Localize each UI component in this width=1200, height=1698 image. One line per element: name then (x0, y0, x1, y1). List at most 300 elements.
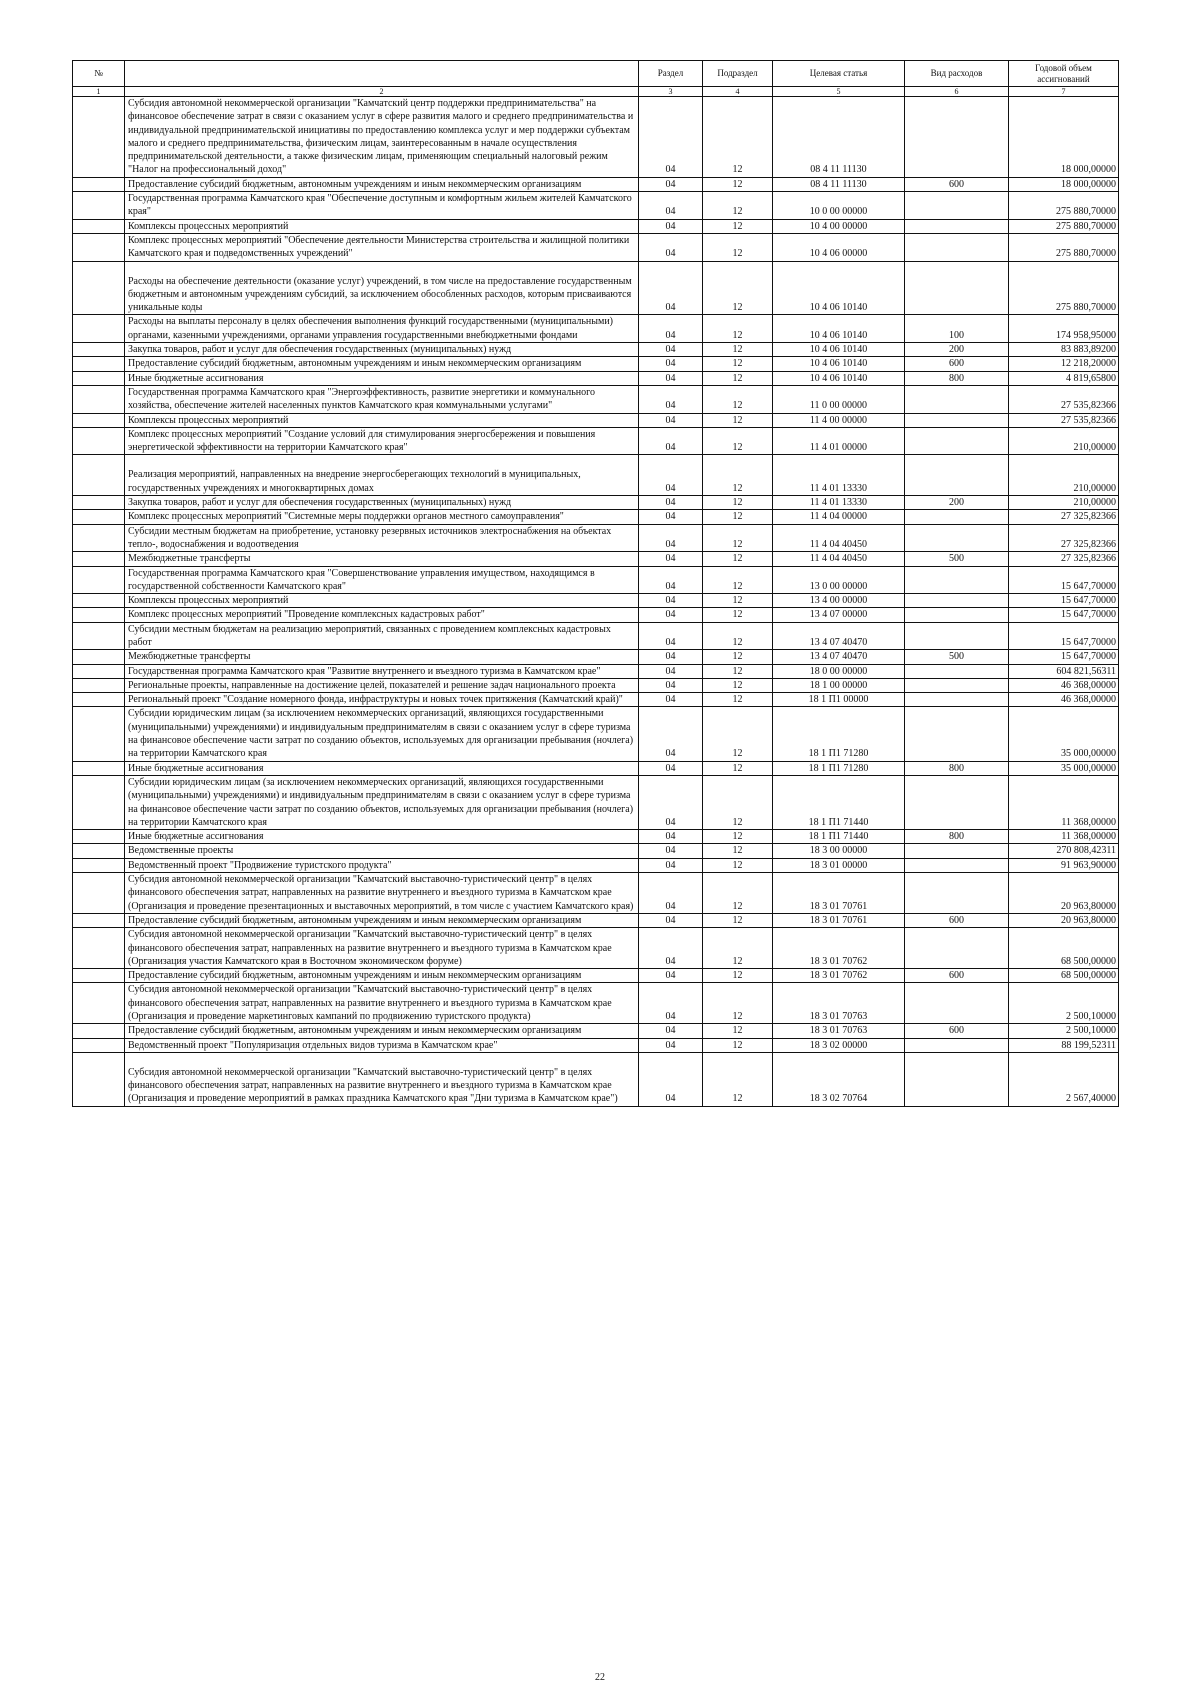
page-number: 22 (595, 1672, 605, 1683)
row-name: Межбюджетные трансферты (125, 552, 639, 566)
row-number-cell (73, 664, 125, 678)
row-number-cell (73, 566, 125, 594)
razdel-cell: 04 (639, 371, 703, 385)
row-number-cell (73, 524, 125, 552)
podrazdel-cell: 12 (703, 608, 773, 622)
amount-cell: 68 500,00000 (1009, 969, 1119, 983)
row-number-cell (73, 552, 125, 566)
podrazdel-cell: 12 (703, 622, 773, 650)
amount-cell: 68 500,00000 (1009, 928, 1119, 969)
vid-cell (905, 608, 1009, 622)
row-number-cell (73, 1024, 125, 1038)
row-name: Субсидия автономной некоммерческой организации "Камчатский выставочно-туристический центр" в целях финансового обеспечения затрат, направленных на развитие внутреннего и въездного туризма в Камчатском крае (Организация участия Камчатского края в Восточном экономическом форуме) (125, 928, 639, 969)
vid-cell: 500 (905, 552, 1009, 566)
row-number-cell (73, 315, 125, 343)
row-number-cell (73, 455, 125, 496)
row-name: Комплексы процессных мероприятий (125, 219, 639, 233)
vid-cell (905, 594, 1009, 608)
podrazdel-cell: 12 (703, 594, 773, 608)
podrazdel-cell: 12 (703, 566, 773, 594)
table-row (73, 928, 1119, 969)
row-name: Межбюджетные трансферты (125, 650, 639, 664)
statya-cell: 18 3 01 70763 (773, 1024, 905, 1038)
vid-cell (905, 664, 1009, 678)
podrazdel-cell: 12 (703, 524, 773, 552)
row-name: Предоставление субсидий бюджетным, автономным учреждениям и иным некоммерческим организациям (125, 177, 639, 191)
podrazdel-cell: 12 (703, 928, 773, 969)
razdel-cell: 04 (639, 858, 703, 872)
row-number-cell (73, 1052, 125, 1106)
vid-cell: 200 (905, 496, 1009, 510)
podrazdel-cell: 12 (703, 983, 773, 1024)
vid-cell: 200 (905, 343, 1009, 357)
razdel-cell: 04 (639, 1024, 703, 1038)
statya-cell: 13 4 00 00000 (773, 594, 905, 608)
row-name: Закупка товаров, работ и услуг для обеспечения государственных (муниципальных) нужд (125, 496, 639, 510)
row-number-cell (73, 830, 125, 844)
podrazdel-cell: 12 (703, 371, 773, 385)
table-row (73, 97, 1119, 178)
header-vid: Вид расходов (905, 61, 1009, 87)
vid-cell (905, 1038, 1009, 1052)
podrazdel-cell: 12 (703, 315, 773, 343)
razdel-cell: 04 (639, 315, 703, 343)
podrazdel-cell: 12 (703, 775, 773, 829)
razdel-cell: 04 (639, 693, 703, 707)
amount-cell: 15 647,70000 (1009, 650, 1119, 664)
row-name: Реализация мероприятий, направленных на внедрение энергосберегающих технологий в муниципальных, государственных учреждениях и многоквартирных домах (125, 455, 639, 496)
amount-cell: 15 647,70000 (1009, 622, 1119, 650)
razdel-cell: 04 (639, 455, 703, 496)
table-row (73, 858, 1119, 872)
header-num: № (73, 61, 125, 87)
statya-cell: 10 4 06 10140 (773, 315, 905, 343)
razdel-cell: 04 (639, 1038, 703, 1052)
podrazdel-cell: 12 (703, 1052, 773, 1106)
statya-cell: 11 0 00 00000 (773, 385, 905, 413)
vid-cell: 800 (905, 830, 1009, 844)
vid-cell (905, 873, 1009, 914)
amount-cell: 2 567,40000 (1009, 1052, 1119, 1106)
table-row (73, 761, 1119, 775)
vid-cell: 600 (905, 1024, 1009, 1038)
razdel-cell: 04 (639, 413, 703, 427)
vid-cell (905, 844, 1009, 858)
amount-cell: 270 808,42311 (1009, 844, 1119, 858)
podrazdel-cell: 12 (703, 219, 773, 233)
table-row (73, 177, 1119, 191)
table-row (73, 969, 1119, 983)
podrazdel-cell: 12 (703, 192, 773, 220)
amount-cell: 91 963,90000 (1009, 858, 1119, 872)
statya-cell: 11 4 04 00000 (773, 510, 905, 524)
amount-cell: 15 647,70000 (1009, 608, 1119, 622)
table-row (73, 913, 1119, 927)
razdel-cell: 04 (639, 913, 703, 927)
podrazdel-cell: 12 (703, 357, 773, 371)
amount-cell: 604 821,56311 (1009, 664, 1119, 678)
column-number: 7 (1009, 87, 1119, 97)
razdel-cell: 04 (639, 1052, 703, 1106)
podrazdel-cell: 12 (703, 844, 773, 858)
podrazdel-cell: 12 (703, 830, 773, 844)
amount-cell: 27 325,82366 (1009, 510, 1119, 524)
podrazdel-cell: 12 (703, 233, 773, 261)
row-number-cell (73, 928, 125, 969)
table-row (73, 219, 1119, 233)
vid-cell: 500 (905, 650, 1009, 664)
table-row (73, 192, 1119, 220)
razdel-cell: 04 (639, 97, 703, 178)
statya-cell: 13 4 07 00000 (773, 608, 905, 622)
vid-cell (905, 983, 1009, 1024)
vid-cell: 600 (905, 177, 1009, 191)
row-name: Закупка товаров, работ и услуг для обеспечения государственных (муниципальных) нужд (125, 343, 639, 357)
table-row (73, 1052, 1119, 1106)
razdel-cell: 04 (639, 678, 703, 692)
amount-cell: 210,00000 (1009, 455, 1119, 496)
statya-cell: 18 3 01 70763 (773, 983, 905, 1024)
row-name: Комплексы процессных мероприятий (125, 594, 639, 608)
row-number-cell (73, 219, 125, 233)
row-number-cell (73, 983, 125, 1024)
table-row (73, 496, 1119, 510)
table-row (73, 650, 1119, 664)
statya-cell: 10 4 06 10140 (773, 357, 905, 371)
header-row (73, 61, 1119, 87)
row-number-cell (73, 385, 125, 413)
vid-cell (905, 858, 1009, 872)
razdel-cell: 04 (639, 261, 703, 315)
table-row (73, 664, 1119, 678)
table-row (73, 1038, 1119, 1052)
vid-cell: 800 (905, 761, 1009, 775)
razdel-cell: 04 (639, 594, 703, 608)
razdel-cell: 04 (639, 566, 703, 594)
razdel-cell: 04 (639, 192, 703, 220)
row-name: Предоставление субсидий бюджетным, автономным учреждениям и иным некоммерческим организациям (125, 913, 639, 927)
razdel-cell: 04 (639, 608, 703, 622)
razdel-cell: 04 (639, 650, 703, 664)
statya-cell: 11 4 00 00000 (773, 413, 905, 427)
statya-cell: 18 3 01 70761 (773, 913, 905, 927)
amount-cell: 18 000,00000 (1009, 97, 1119, 178)
statya-cell: 18 1 П1 00000 (773, 693, 905, 707)
vid-cell: 600 (905, 913, 1009, 927)
podrazdel-cell: 12 (703, 1038, 773, 1052)
row-number-cell (73, 913, 125, 927)
statya-cell: 10 4 06 10140 (773, 371, 905, 385)
razdel-cell: 04 (639, 510, 703, 524)
table-row (73, 524, 1119, 552)
column-number: 1 (73, 87, 125, 97)
podrazdel-cell: 12 (703, 261, 773, 315)
column-number: 4 (703, 87, 773, 97)
row-number-cell (73, 678, 125, 692)
row-name: Субсидия автономной некоммерческой организации "Камчатский выставочно-туристический центр" в целях финансового обеспечения затрат, направленных на развитие внутреннего и въездного туризма в Камчатском крае (Организация и проведение маркетинговых кампаний по продвижению туристского продукта) (125, 983, 639, 1024)
table-row (73, 693, 1119, 707)
row-name: Ведомственные проекты (125, 844, 639, 858)
podrazdel-cell: 12 (703, 873, 773, 914)
row-name: Субсидия автономной некоммерческой организации "Камчатский центр поддержки предпринимательства" на финансовое обеспечение затрат в связи с оказанием услуг в сфере развития малого и среднего предпринимательства и индивидуальной предпринимательской инициативы по предоставлению комплекса услуг и мер поддержки субъектам малого и среднего предпринимательства, физическим лицам, заинтересованным в начале осуществления предпринимательской деятельности, а также физическим лицам, применяющим специальный налоговый режим "Налог на профессиональный доход" (125, 97, 639, 178)
row-number-cell (73, 192, 125, 220)
razdel-cell: 04 (639, 969, 703, 983)
podrazdel-cell: 12 (703, 510, 773, 524)
row-name: Субсидии юридическим лицам (за исключением некоммерческих организаций, являющихся государственными (муниципальными) учреждениями) и индивидуальным предпринимателям в связи с оказанием услуг в сфере туризма на финансовое обеспечение части затрат по созданию объектов, используемых для организации пребывания (ночлега) на территории Камчатского края (125, 775, 639, 829)
statya-cell: 18 3 01 70762 (773, 928, 905, 969)
row-name: Комплекс процессных мероприятий "Создание условий для стимулирования энергосбережения и повышения энергетической эффективности на территории Камчатского края" (125, 427, 639, 455)
amount-cell: 275 880,70000 (1009, 219, 1119, 233)
amount-cell: 20 963,80000 (1009, 873, 1119, 914)
podrazdel-cell: 12 (703, 693, 773, 707)
table-row (73, 371, 1119, 385)
razdel-cell: 04 (639, 830, 703, 844)
podrazdel-cell: 12 (703, 97, 773, 178)
statya-cell: 13 4 07 40470 (773, 622, 905, 650)
razdel-cell: 04 (639, 385, 703, 413)
amount-cell: 2 500,10000 (1009, 983, 1119, 1024)
vid-cell (905, 427, 1009, 455)
table-row (73, 427, 1119, 455)
vid-cell (905, 678, 1009, 692)
razdel-cell: 04 (639, 928, 703, 969)
row-number-cell (73, 177, 125, 191)
header-podrazdel: Подраздел (703, 61, 773, 87)
vid-cell (905, 385, 1009, 413)
table-row (73, 357, 1119, 371)
razdel-cell: 04 (639, 844, 703, 858)
podrazdel-cell: 12 (703, 496, 773, 510)
table-row (73, 983, 1119, 1024)
statya-cell: 10 4 06 10140 (773, 261, 905, 315)
statya-cell: 08 4 11 11130 (773, 97, 905, 178)
statya-cell: 11 4 04 40450 (773, 552, 905, 566)
row-name: Ведомственный проект "Популяризация отдельных видов туризма в Камчатском крае" (125, 1038, 639, 1052)
table-row (73, 552, 1119, 566)
row-name: Субсидии местным бюджетам на приобретение, установку резервных источников электроснабжения на объектах тепло-, водоснабжения и водоотведения (125, 524, 639, 552)
razdel-cell: 04 (639, 873, 703, 914)
row-name: Ведомственный проект "Продвижение туристского продукта" (125, 858, 639, 872)
amount-cell: 20 963,80000 (1009, 913, 1119, 927)
row-number-cell (73, 594, 125, 608)
statya-cell: 10 0 00 00000 (773, 192, 905, 220)
amount-cell: 210,00000 (1009, 496, 1119, 510)
row-name: Предоставление субсидий бюджетным, автономным учреждениям и иным некоммерческим организациям (125, 357, 639, 371)
podrazdel-cell: 12 (703, 552, 773, 566)
table-row (73, 343, 1119, 357)
row-number-cell (73, 775, 125, 829)
row-name: Расходы на выплаты персоналу в целях обеспечения выполнения функций государственными (муниципальными) органами, казенными учреждениями, органами управления государственными внебюджетными фондами (125, 315, 639, 343)
budget-table-sheet (72, 60, 1118, 1107)
statya-cell: 13 0 00 00000 (773, 566, 905, 594)
row-name: Региональные проекты, направленные на достижение целей, показателей и решение задач национального проекта (125, 678, 639, 692)
header-statya: Целевая статья (773, 61, 905, 87)
row-number-cell (73, 844, 125, 858)
row-name: Государственная программа Камчатского края "Совершенствование управления имуществом, находящимся в государственной собственности Камчатского края" (125, 566, 639, 594)
statya-cell: 18 1 П1 71440 (773, 830, 905, 844)
row-name: Предоставление субсидий бюджетным, автономным учреждениям и иным некоммерческим организациям (125, 969, 639, 983)
statya-cell: 11 4 01 13330 (773, 496, 905, 510)
vid-cell (905, 1052, 1009, 1106)
table-row (73, 413, 1119, 427)
statya-cell: 18 1 П1 71440 (773, 775, 905, 829)
podrazdel-cell: 12 (703, 413, 773, 427)
vid-cell: 600 (905, 357, 1009, 371)
vid-cell (905, 510, 1009, 524)
table-row (73, 844, 1119, 858)
statya-cell: 11 4 01 00000 (773, 427, 905, 455)
amount-cell: 35 000,00000 (1009, 761, 1119, 775)
razdel-cell: 04 (639, 177, 703, 191)
vid-cell (905, 622, 1009, 650)
header-volume: Годовой объем ассигнований (1009, 61, 1119, 87)
razdel-cell: 04 (639, 983, 703, 1024)
table-row (73, 233, 1119, 261)
budget-table (72, 60, 1119, 1107)
razdel-cell: 04 (639, 622, 703, 650)
amount-cell: 83 883,89200 (1009, 343, 1119, 357)
amount-cell: 11 368,00000 (1009, 830, 1119, 844)
vid-cell (905, 261, 1009, 315)
vid-cell (905, 219, 1009, 233)
amount-cell: 35 000,00000 (1009, 707, 1119, 761)
razdel-cell: 04 (639, 496, 703, 510)
row-number-cell (73, 357, 125, 371)
table-row (73, 455, 1119, 496)
table-row (73, 608, 1119, 622)
table-row (73, 385, 1119, 413)
row-number-cell (73, 707, 125, 761)
row-number-cell (73, 371, 125, 385)
row-name: Предоставление субсидий бюджетным, автономным учреждениям и иным некоммерческим организациям (125, 1024, 639, 1038)
amount-cell: 174 958,95000 (1009, 315, 1119, 343)
table-row (73, 775, 1119, 829)
row-number-cell (73, 343, 125, 357)
table-row (73, 261, 1119, 315)
amount-cell: 27 535,82366 (1009, 413, 1119, 427)
statya-cell: 11 4 04 40450 (773, 524, 905, 552)
row-name: Субсидии юридическим лицам (за исключением некоммерческих организаций, являющихся государственными (муниципальными) учреждениями) и индивидуальным предпринимателям в связи с оказанием услуг в сфере туризма на финансовое обеспечение части затрат по созданию объектов, используемых для организации пребывания (ночлега) на территории Камчатского края (125, 707, 639, 761)
vid-cell: 100 (905, 315, 1009, 343)
vid-cell: 800 (905, 371, 1009, 385)
column-number: 3 (639, 87, 703, 97)
vid-cell (905, 524, 1009, 552)
razdel-cell: 04 (639, 219, 703, 233)
table-row (73, 315, 1119, 343)
row-number-cell (73, 233, 125, 261)
row-name: Комплексы процессных мероприятий (125, 413, 639, 427)
table-row (73, 873, 1119, 914)
podrazdel-cell: 12 (703, 1024, 773, 1038)
amount-cell: 275 880,70000 (1009, 233, 1119, 261)
vid-cell (905, 693, 1009, 707)
statya-cell: 18 1 П1 71280 (773, 761, 905, 775)
table-row (73, 594, 1119, 608)
amount-cell: 4 819,65800 (1009, 371, 1119, 385)
row-number-cell (73, 1038, 125, 1052)
statya-cell: 18 3 02 70764 (773, 1052, 905, 1106)
razdel-cell: 04 (639, 524, 703, 552)
razdel-cell: 04 (639, 761, 703, 775)
row-number-cell (73, 261, 125, 315)
row-name: Расходы на обеспечение деятельности (оказание услуг) учреждений, в том числе на предоставление государственным бюджетным и автономным учреждениям субсидий, за исключением обособленных расходов, которым присваиваются уникальные коды (125, 261, 639, 315)
row-name: Субсидия автономной некоммерческой организации "Камчатский выставочно-туристический центр" в целях финансового обеспечения затрат, направленных на развитие внутреннего и въездного туризма в Камчатском крае (Организация и проведение презентационных и выставочных мероприятий, в том числе с участием Камчатского края) (125, 873, 639, 914)
column-number: 2 (125, 87, 639, 97)
statya-cell: 18 3 01 70762 (773, 969, 905, 983)
table-row (73, 707, 1119, 761)
vid-cell (905, 928, 1009, 969)
amount-cell: 46 368,00000 (1009, 693, 1119, 707)
razdel-cell: 04 (639, 357, 703, 371)
row-number-cell (73, 761, 125, 775)
row-number-cell (73, 413, 125, 427)
vid-cell (905, 233, 1009, 261)
row-name: Субсидия автономной некоммерческой организации "Камчатский выставочно-туристический центр" в целях финансового обеспечения затрат, направленных на развитие внутреннего и въездного туризма в Камчатском крае (Организация и проведение мероприятий в рамках праздника Камчатского края "Дни туризма в Камчатском крае") (125, 1052, 639, 1106)
statya-cell: 10 4 00 00000 (773, 219, 905, 233)
statya-cell: 11 4 01 13330 (773, 455, 905, 496)
statya-cell: 18 1 00 00000 (773, 678, 905, 692)
row-name: Иные бюджетные ассигнования (125, 371, 639, 385)
row-name: Иные бюджетные ассигнования (125, 761, 639, 775)
podrazdel-cell: 12 (703, 343, 773, 357)
row-name: Государственная программа Камчатского края "Развитие внутреннего и въездного туризма в Камчатском крае" (125, 664, 639, 678)
row-name: Государственная программа Камчатского края "Обеспечение доступным и комфортным жильем жителей Камчатского края" (125, 192, 639, 220)
podrazdel-cell: 12 (703, 913, 773, 927)
statya-cell: 18 3 02 00000 (773, 1038, 905, 1052)
podrazdel-cell: 12 (703, 858, 773, 872)
row-number-cell (73, 873, 125, 914)
amount-cell: 12 218,20000 (1009, 357, 1119, 371)
podrazdel-cell: 12 (703, 678, 773, 692)
row-number-cell (73, 969, 125, 983)
row-name: Государственная программа Камчатского края "Энергоэффективность, развитие энергетики и коммунального хозяйства, обеспечение жителей населенных пунктов Камчатского края коммунальными услугами" (125, 385, 639, 413)
amount-cell: 275 880,70000 (1009, 192, 1119, 220)
table-row (73, 1024, 1119, 1038)
statya-cell: 18 3 01 70761 (773, 873, 905, 914)
row-number-cell (73, 858, 125, 872)
column-number: 5 (773, 87, 905, 97)
razdel-cell: 04 (639, 707, 703, 761)
razdel-cell: 04 (639, 427, 703, 455)
amount-cell: 88 199,52311 (1009, 1038, 1119, 1052)
podrazdel-cell: 12 (703, 650, 773, 664)
amount-cell: 275 880,70000 (1009, 261, 1119, 315)
amount-cell: 27 325,82366 (1009, 552, 1119, 566)
statya-cell: 18 3 00 00000 (773, 844, 905, 858)
podrazdel-cell: 12 (703, 761, 773, 775)
razdel-cell: 04 (639, 552, 703, 566)
vid-cell (905, 413, 1009, 427)
amount-cell: 15 647,70000 (1009, 594, 1119, 608)
podrazdel-cell: 12 (703, 427, 773, 455)
column-number: 6 (905, 87, 1009, 97)
razdel-cell: 04 (639, 775, 703, 829)
vid-cell (905, 97, 1009, 178)
statya-cell: 18 3 01 00000 (773, 858, 905, 872)
podrazdel-cell: 12 (703, 385, 773, 413)
razdel-cell: 04 (639, 343, 703, 357)
row-number-cell (73, 608, 125, 622)
table-row (73, 510, 1119, 524)
podrazdel-cell: 12 (703, 455, 773, 496)
amount-cell: 11 368,00000 (1009, 775, 1119, 829)
statya-cell: 18 0 00 00000 (773, 664, 905, 678)
row-number-cell (73, 510, 125, 524)
vid-cell (905, 566, 1009, 594)
table-row (73, 622, 1119, 650)
statya-cell: 13 4 07 40470 (773, 650, 905, 664)
podrazdel-cell: 12 (703, 707, 773, 761)
